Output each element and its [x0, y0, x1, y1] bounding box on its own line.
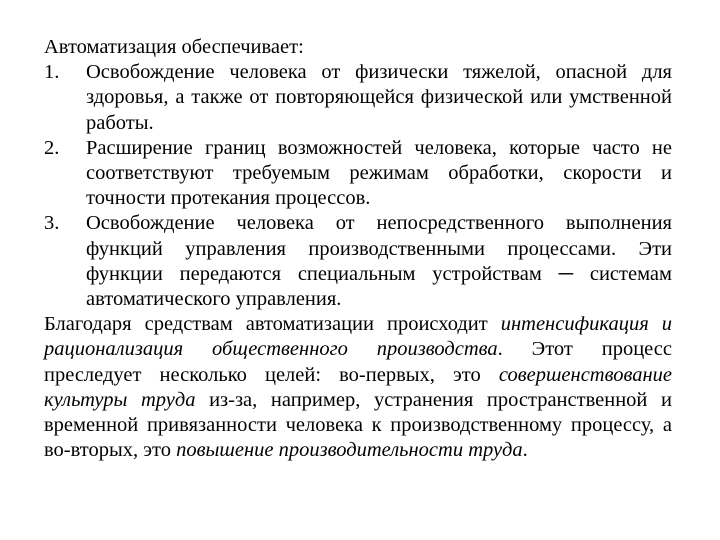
emphasis-productivity: повышение производительности труда — [176, 439, 523, 462]
benefits-list — [44, 60, 672, 312]
list-item-number: 1. — [44, 61, 60, 84]
list-item-text: Освобождение человека от непосредственного выполнения функций управления производственными процессами. Эти функции передаются специальным устройствам ─ системам автоматического управления. — [86, 212, 672, 311]
list-item-number: 3. — [44, 212, 60, 235]
list-item — [44, 211, 672, 312]
intro-heading: Автоматизация обеспечивает: — [44, 36, 304, 58]
list-item-text: Расширение границ возможностей человека, которые часто не соответствуют требуемым режимам обработки, скорости и точности протекания процессов. — [86, 136, 672, 210]
conclusion-paragraph — [44, 312, 672, 463]
conclusion-text: . — [522, 439, 528, 462]
conclusion-text: из-за, например, устранения пространственной и временной привязанности человека к производственному процессу, а во-вторых, это — [44, 388, 672, 462]
emphasis-labor-culture: совершенствование культуры труда — [44, 363, 672, 411]
conclusion-text: . Этот процесс преследует несколько целей: во-первых, это — [44, 338, 672, 386]
slide-text — [44, 35, 672, 463]
list-item — [44, 60, 672, 136]
conclusion-text: Благодаря средствам автоматизации происходит — [44, 313, 501, 336]
list-item-number: 2. — [44, 136, 60, 159]
emphasis-intensification: интенсификация и рационализация общественного производства — [44, 313, 672, 361]
list-item-text: Освобождение человека от физически тяжелой, опасной для здоровья, а также от повторяющейся физической или умственной работы. — [86, 61, 672, 134]
list-item — [44, 136, 672, 212]
